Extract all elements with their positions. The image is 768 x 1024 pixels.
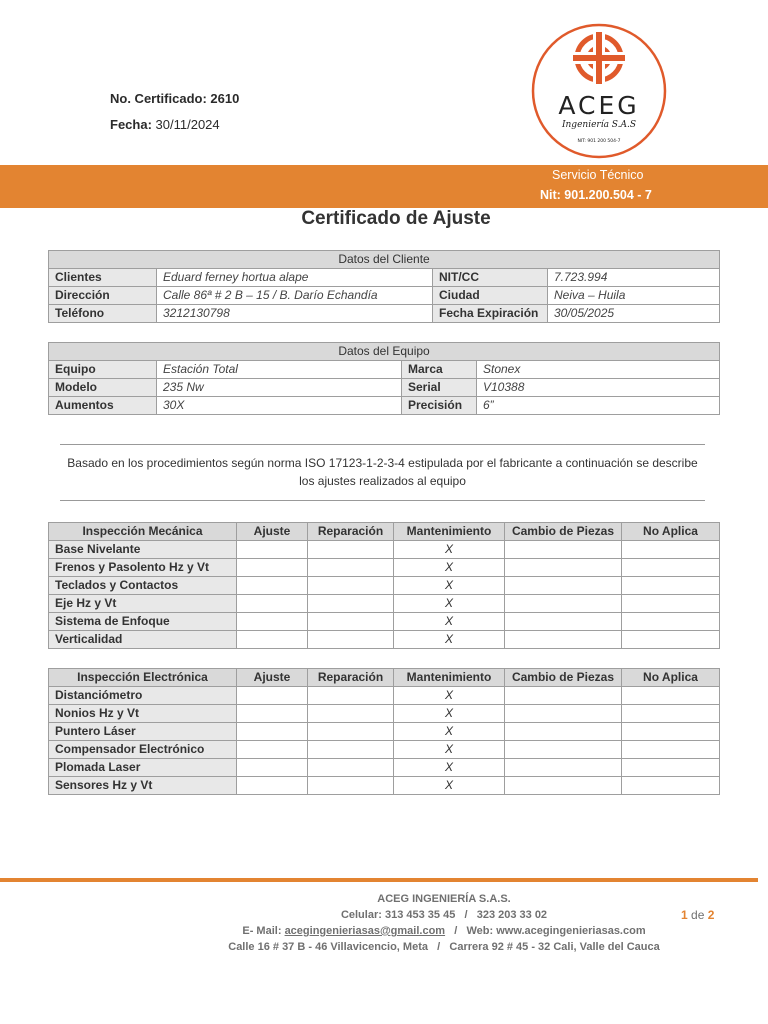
client-label: NIT/CC xyxy=(433,269,548,287)
client-label: Fecha Expiración xyxy=(433,305,548,323)
inspection-mark: X xyxy=(394,705,505,723)
equipment-label: Marca xyxy=(402,361,477,379)
client-label: Clientes xyxy=(49,269,157,287)
inspection-mark xyxy=(505,759,622,777)
inspection-mark xyxy=(505,705,622,723)
inspection-mark xyxy=(622,631,720,649)
column-header: Mantenimiento xyxy=(394,669,505,687)
inspection-mark: X xyxy=(394,741,505,759)
inspection-mark xyxy=(622,777,720,795)
table-row xyxy=(49,613,720,631)
equipment-value: Stonex xyxy=(477,361,720,379)
inspection-mark xyxy=(505,613,622,631)
table-row xyxy=(49,705,720,723)
equipment-label: Aumentos xyxy=(49,397,157,415)
band-service-label: Servicio Técnico xyxy=(552,168,644,182)
inspection-mark xyxy=(505,777,622,795)
page-title: Certificado de Ajuste xyxy=(301,208,491,229)
inspection-mark xyxy=(237,723,308,741)
aceg-logo-icon xyxy=(530,22,668,160)
inspection-mark xyxy=(622,559,720,577)
inspection-mark xyxy=(622,705,720,723)
footer-email-link[interactable]: acegingenieriasas@gmail.com xyxy=(284,925,446,937)
certificate-date-label: Fecha: xyxy=(110,117,152,132)
equipment-value: 30X xyxy=(157,397,402,415)
inspection-mark: X xyxy=(394,595,505,613)
logo-subtitle: Ingeniería S.A.S xyxy=(561,120,637,130)
band-nit: Nit: 901.200.504 - 7 xyxy=(540,188,652,202)
inspection-mark xyxy=(237,577,308,595)
inspection-item: Nonios Hz y Vt xyxy=(49,705,237,723)
inspection-mark: X xyxy=(394,687,505,705)
inspection-mark: X xyxy=(394,723,505,741)
inspection-item: Puntero Láser xyxy=(49,723,237,741)
divider xyxy=(60,500,705,501)
client-value: 7.723.994 xyxy=(548,269,720,287)
column-header: Inspección Mecánica xyxy=(49,523,237,541)
certificate-number-value: 2610 xyxy=(210,91,240,106)
inspection-mark xyxy=(505,741,622,759)
page-number xyxy=(681,908,714,922)
table-row xyxy=(49,379,720,397)
logo-nit: NIT: 901 200 504-7 xyxy=(577,139,621,144)
inspection-item: Sensores Hz y Vt xyxy=(49,777,237,795)
inspection-mark xyxy=(237,631,308,649)
inspection-mark xyxy=(308,631,394,649)
footer-company-name: ACEG INGENIERÍA S.A.S. xyxy=(377,893,511,905)
table-row xyxy=(49,759,720,777)
footer-rule xyxy=(0,878,758,882)
table-row xyxy=(49,777,720,795)
inspection-mark xyxy=(308,595,394,613)
inspection-mark xyxy=(308,687,394,705)
inspection-mark xyxy=(308,613,394,631)
column-header: Reparación xyxy=(308,669,394,687)
company-logo xyxy=(530,22,668,160)
page-current: 1 xyxy=(681,908,688,922)
table-row xyxy=(49,687,720,705)
column-header: Reparación xyxy=(308,523,394,541)
inspection-mark xyxy=(237,777,308,795)
equipment-value: Estación Total xyxy=(157,361,402,379)
table-row xyxy=(49,269,720,287)
inspection-item: Sistema de Enfoque xyxy=(49,613,237,631)
equipment-label: Modelo xyxy=(49,379,157,397)
client-value: Neiva – Huila xyxy=(548,287,720,305)
certificate-number-label: No. Certificado: xyxy=(110,91,207,106)
table-row xyxy=(49,541,720,559)
inspection-mark xyxy=(622,577,720,595)
table-row xyxy=(49,361,720,379)
footer-web-link[interactable]: www.acegingenieriasas.com xyxy=(496,925,646,937)
footer-contact xyxy=(0,925,768,937)
inspection-mark xyxy=(237,559,308,577)
inspection-mark xyxy=(622,741,720,759)
procedure-paragraph: Basado en los procedimientos según norma ISO 17123-1-2-3-4 estipulada por el fabricante a continuación se describe los ajustes realizados al equipo xyxy=(67,456,698,488)
inspection-mark xyxy=(308,759,394,777)
inspection-mark: X xyxy=(394,631,505,649)
column-header: Inspección Electrónica xyxy=(49,669,237,687)
page-of: de xyxy=(691,908,705,922)
mechanical-inspection-table xyxy=(48,522,720,649)
inspection-mark xyxy=(308,577,394,595)
electronic-inspection-table xyxy=(48,668,720,795)
inspection-mark xyxy=(308,723,394,741)
inspection-mark xyxy=(505,631,622,649)
inspection-mark: X xyxy=(394,541,505,559)
certificate-date-value: 30/11/2024 xyxy=(155,117,220,132)
inspection-mark xyxy=(308,777,394,795)
table-row xyxy=(49,577,720,595)
inspection-mark xyxy=(237,613,308,631)
table-row xyxy=(49,723,720,741)
client-label: Dirección xyxy=(49,287,157,305)
client-table xyxy=(48,250,720,323)
inspection-mark xyxy=(237,705,308,723)
logo-name: ACEG xyxy=(558,91,640,120)
inspection-mark xyxy=(308,705,394,723)
footer-company xyxy=(0,893,768,905)
table-row xyxy=(49,397,720,415)
footer-web-label: Web: xyxy=(466,925,494,937)
inspection-item: Base Nivelante xyxy=(49,541,237,559)
page-total: 2 xyxy=(707,908,715,922)
footer-phones xyxy=(0,909,768,921)
equipment-table-heading: Datos del Equipo xyxy=(49,343,720,361)
inspection-mark xyxy=(237,741,308,759)
divider xyxy=(60,444,705,445)
header-band xyxy=(0,165,768,208)
inspection-mark: X xyxy=(394,613,505,631)
inspection-item: Plomada Laser xyxy=(49,759,237,777)
inspection-item: Distanciómetro xyxy=(49,687,237,705)
client-label: Ciudad xyxy=(433,287,548,305)
inspection-mark xyxy=(308,541,394,559)
inspection-mark xyxy=(622,595,720,613)
client-value: 30/05/2025 xyxy=(548,305,720,323)
certificate-date xyxy=(110,117,220,132)
inspection-mark xyxy=(505,723,622,741)
footer-address-text: Calle 16 # 37 B - 46 Villavicencio, Meta / Carrera 92 # 45 - 32 Cali, Valle del Cauca xyxy=(228,941,660,953)
footer-address xyxy=(0,941,768,953)
column-header: Ajuste xyxy=(237,523,308,541)
inspection-mark xyxy=(237,595,308,613)
table-row xyxy=(49,741,720,759)
client-value: Calle 86ª # 2 B – 15 / B. Darío Echandía xyxy=(157,287,433,305)
inspection-mark xyxy=(237,687,308,705)
inspection-mark xyxy=(308,741,394,759)
inspection-mark: X xyxy=(394,559,505,577)
inspection-mark xyxy=(308,559,394,577)
inspection-mark xyxy=(622,723,720,741)
inspection-item: Verticalidad xyxy=(49,631,237,649)
inspection-mark xyxy=(622,613,720,631)
equipment-value: V10388 xyxy=(477,379,720,397)
client-value: 3212130798 xyxy=(157,305,433,323)
inspection-mark xyxy=(505,577,622,595)
inspection-item: Frenos y Pasolento Hz y Vt xyxy=(49,559,237,577)
inspection-mark xyxy=(237,759,308,777)
column-header: Ajuste xyxy=(237,669,308,687)
column-header: Cambio de Piezas xyxy=(505,669,622,687)
inspection-mark xyxy=(622,759,720,777)
footer-phone-numbers: 313 453 35 45 / 323 203 33 02 xyxy=(384,909,548,921)
equipment-label: Precisión xyxy=(402,397,477,415)
client-value: Eduard ferney hortua alape xyxy=(157,269,433,287)
inspection-mark: X xyxy=(394,777,505,795)
inspection-mark xyxy=(505,687,622,705)
footer-separator: / xyxy=(448,925,464,937)
inspection-item: Compensador Electrónico xyxy=(49,741,237,759)
inspection-item: Eje Hz y Vt xyxy=(49,595,237,613)
table-row xyxy=(49,559,720,577)
footer-email-label: E- Mail: xyxy=(242,925,282,937)
column-header: Mantenimiento xyxy=(394,523,505,541)
inspection-mark: X xyxy=(394,577,505,595)
table-row xyxy=(49,595,720,613)
inspection-mark xyxy=(237,541,308,559)
footer-phone-label: Celular: xyxy=(340,909,382,921)
inspection-item: Teclados y Contactos xyxy=(49,577,237,595)
table-row xyxy=(49,287,720,305)
inspection-mark xyxy=(505,595,622,613)
inspection-mark xyxy=(622,541,720,559)
certificate-number xyxy=(110,91,239,106)
inspection-mark: X xyxy=(394,759,505,777)
equipment-table xyxy=(48,342,720,415)
inspection-mark xyxy=(505,541,622,559)
table-row xyxy=(49,305,720,323)
equipment-label: Equipo xyxy=(49,361,157,379)
equipment-label: Serial xyxy=(402,379,477,397)
equipment-value: 6” xyxy=(477,397,720,415)
column-header: No Aplica xyxy=(622,669,720,687)
column-header: Cambio de Piezas xyxy=(505,523,622,541)
client-table-heading: Datos del Cliente xyxy=(49,251,720,269)
column-header: No Aplica xyxy=(622,523,720,541)
client-label: Teléfono xyxy=(49,305,157,323)
inspection-mark xyxy=(505,559,622,577)
inspection-mark xyxy=(622,687,720,705)
equipment-value: 235 Nw xyxy=(157,379,402,397)
table-row xyxy=(49,631,720,649)
